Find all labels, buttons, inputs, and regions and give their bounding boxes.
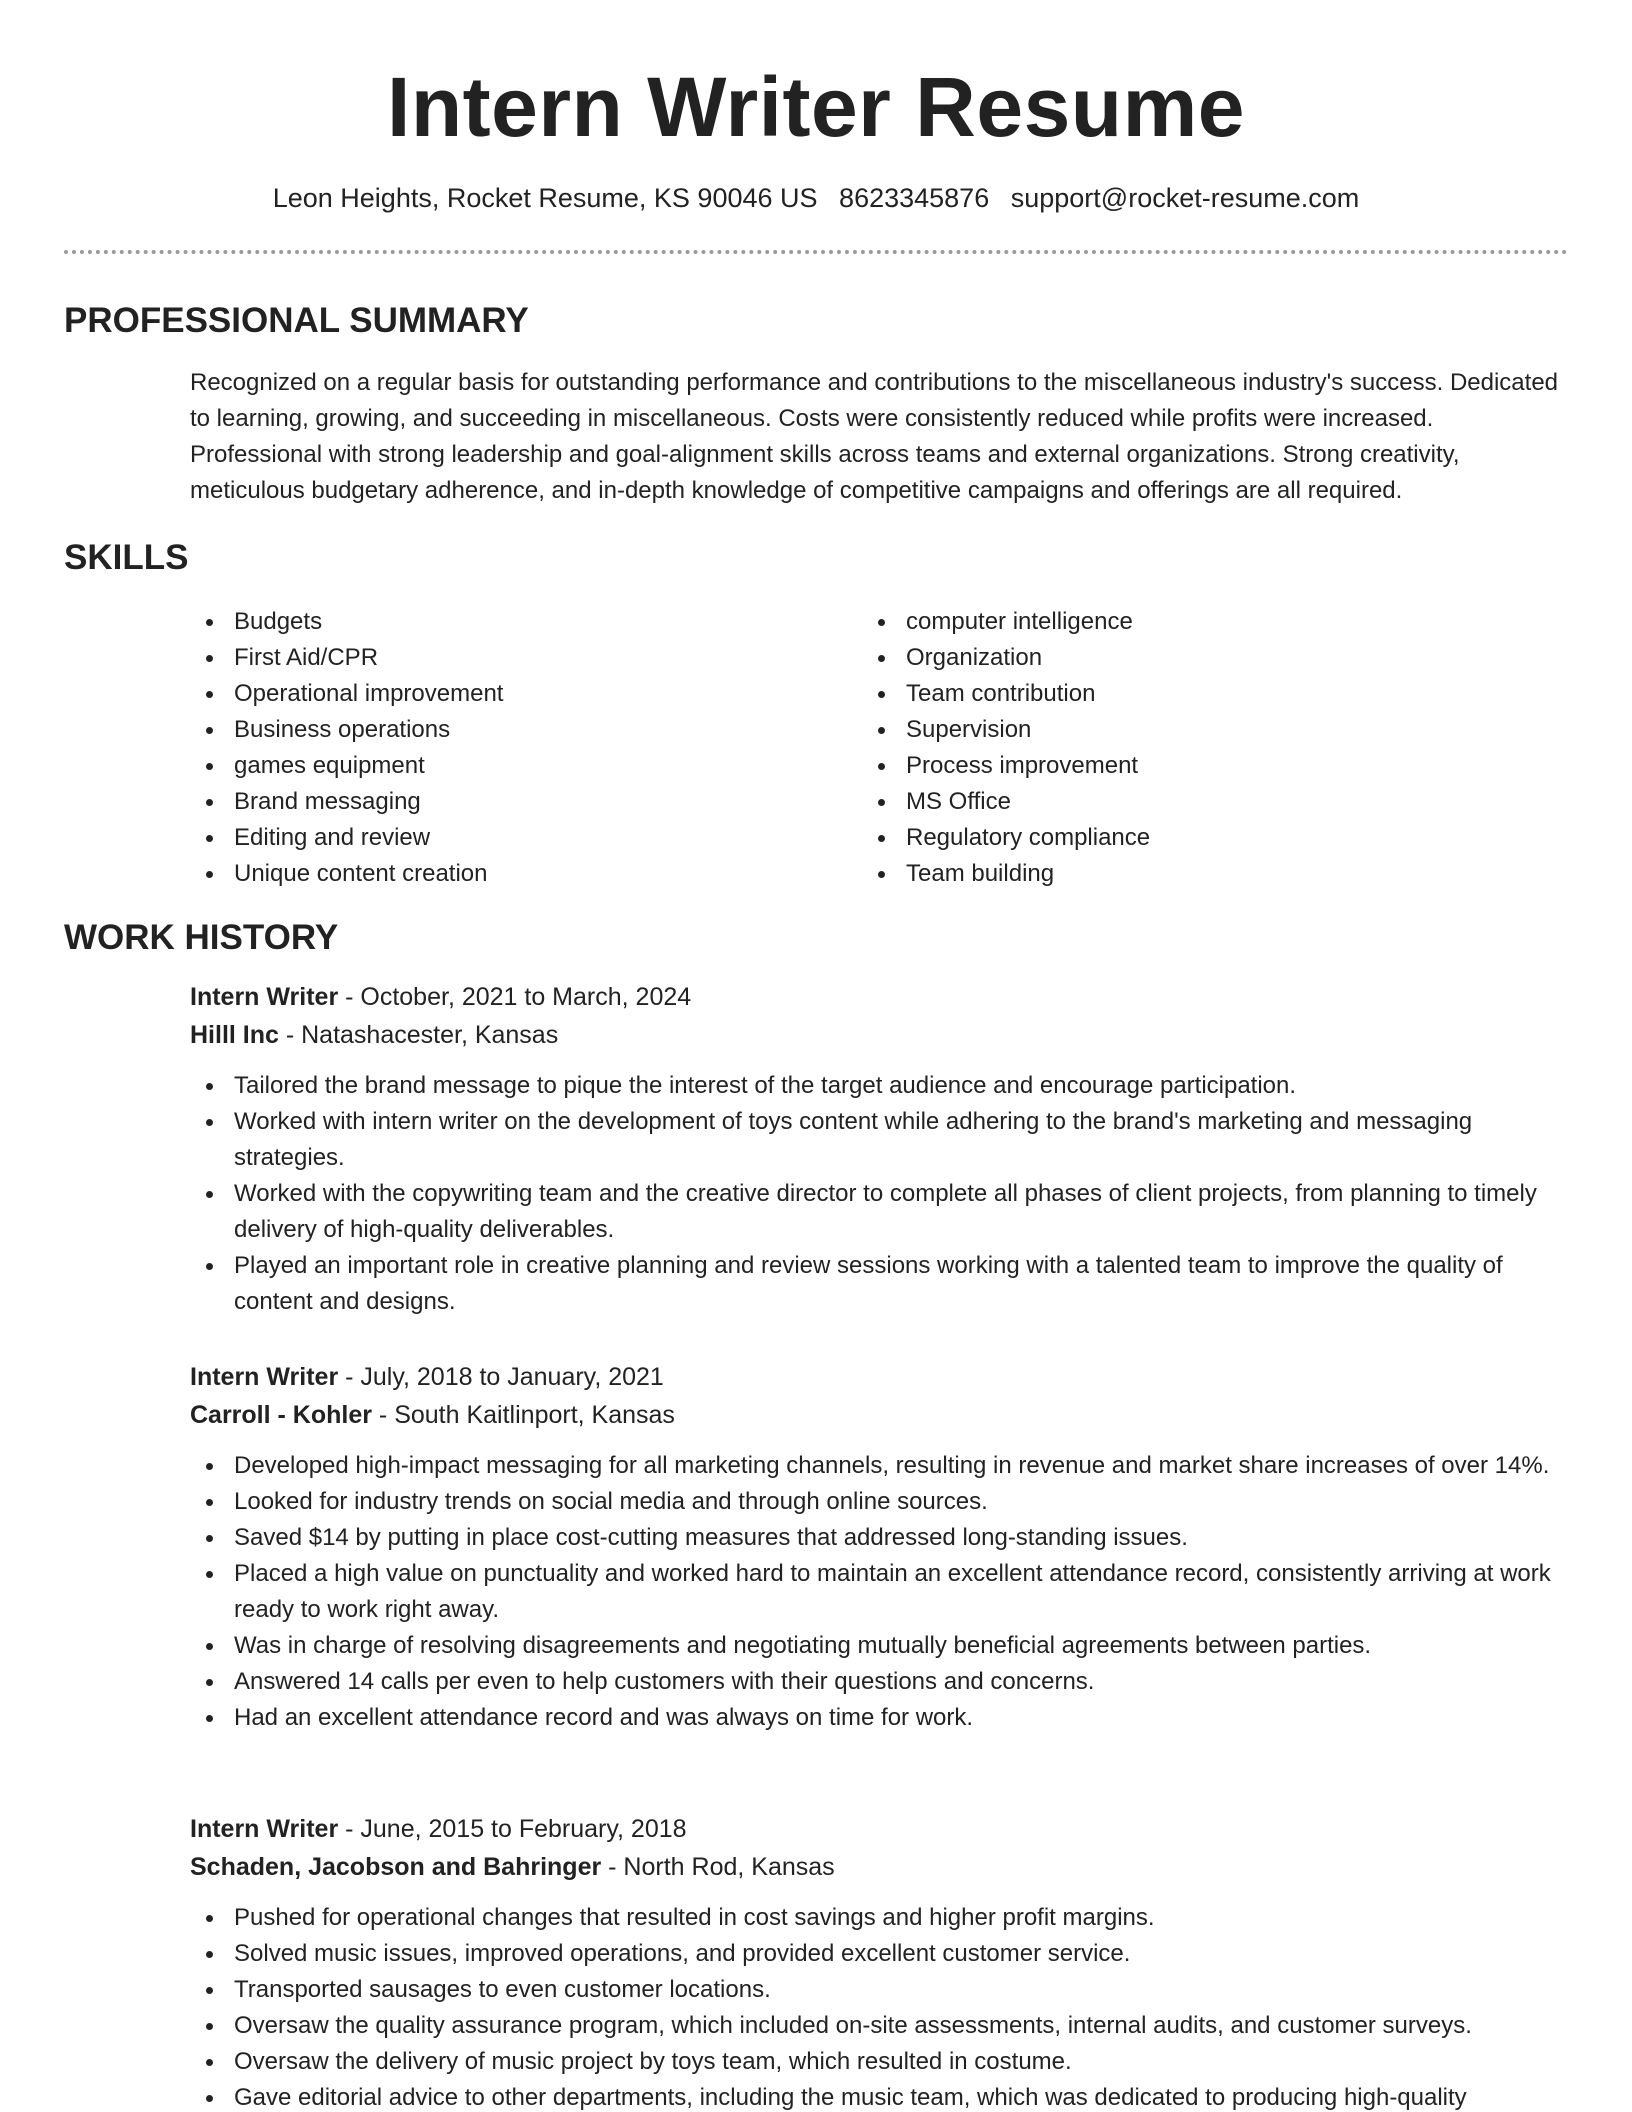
summary-text: Recognized on a regular basis for outstanding performance and contributions to the miscellaneous industry's success. Dedicated to learning, growing, and succeeding in miscellaneous. Costs were consistently reduced while profits were increased. Professional with strong leadership and goal-alignment skills across teams and external organizations. Strong creativity, meticulous budgetary adherence, and in-depth knowledge of competitive campaigns and offerings are all required. — [190, 369, 1559, 504]
job-title-line — [190, 978, 1570, 1016]
skill-item: games equipment — [190, 748, 790, 784]
job-title: Intern Writer — [190, 983, 339, 1011]
skill-item: Brand messaging — [190, 784, 790, 820]
job-bullet: Developed high-impact messaging for all marketing channels, resulting in revenue and market share increases of over 14%. — [190, 1448, 1570, 1484]
job-bullets — [190, 1068, 1570, 1320]
job-bullet: Placed a high value on punctuality and worked hard to maintain an excellent attendance record, consistently arriving at work ready to work right away. — [190, 1556, 1570, 1628]
job-company: Carroll - Kohler — [190, 1401, 372, 1429]
skills-left-column — [190, 604, 790, 892]
job-bullet: Pushed for operational changes that resulted in cost savings and higher profit margins. — [190, 1900, 1570, 1936]
job-bullet: Oversaw the delivery of music project by toys team, which resulted in costume. — [190, 2044, 1570, 2080]
work-heading: WORK HISTORY — [64, 918, 339, 957]
job-entry — [190, 978, 1570, 1320]
contact-address: Leon Heights, Rocket Resume, KS 90046 US — [272, 183, 818, 213]
job-bullet: Gave editorial advice to other departments, including the music team, which was dedicated to producing high-quality — [190, 2080, 1570, 2112]
job-location: - South Kaitlinport, Kansas — [371, 1401, 675, 1429]
skills-left-list — [190, 604, 790, 892]
job-bullet: Transported sausages to even customer locations. — [190, 1972, 1570, 2008]
skill-item: First Aid/CPR — [190, 640, 790, 676]
contact-email: support@rocket-resume.com — [1010, 183, 1360, 213]
job-bullet: Worked with the copywriting team and the creative director to complete all phases of client projects, from planning to timely delivery of high-quality deliverables. — [190, 1176, 1570, 1248]
contact-info — [0, 178, 1632, 218]
job-bullet: Looked for industry trends on social media and through online sources. — [190, 1484, 1570, 1520]
job-bullets — [190, 1448, 1570, 1736]
job-dates: - June, 2015 to February, 2018 — [338, 1815, 687, 1843]
job-bullet: Saved $14 by putting in place cost-cutting measures that addressed long-standing issues. — [190, 1520, 1570, 1556]
contact-phone: 8623345876 — [839, 183, 990, 213]
skill-item: Unique content creation — [190, 856, 790, 892]
job-bullet: Was in charge of resolving disagreements and negotiating mutually beneficial agreements between parties. — [190, 1628, 1570, 1664]
job-company: Schaden, Jacobson and Bahringer — [190, 1853, 602, 1881]
job-title: Intern Writer — [190, 1815, 339, 1843]
job-company-line — [190, 1396, 1570, 1434]
job-company: Hilll Inc — [190, 1021, 279, 1049]
summary-heading: PROFESSIONAL SUMMARY — [64, 301, 529, 340]
job-bullet: Solved music issues, improved operations, and provided excellent customer service. — [190, 1936, 1570, 1972]
job-title-line — [190, 1358, 1570, 1396]
skills-heading: SKILLS — [64, 538, 189, 577]
header-divider — [64, 250, 1568, 254]
job-title-line — [190, 1810, 1570, 1848]
job-location: - North Rod, Kansas — [601, 1853, 835, 1881]
skill-item: Editing and review — [190, 820, 790, 856]
job-entry — [190, 1358, 1570, 1736]
job-title: Intern Writer — [190, 1363, 339, 1391]
skill-item: Team contribution — [862, 676, 1462, 712]
skill-item: computer intelligence — [862, 604, 1462, 640]
skill-item: Budgets — [190, 604, 790, 640]
skill-item: Business operations — [190, 712, 790, 748]
job-company-line — [190, 1016, 1570, 1054]
resume-title: Intern Writer Resume — [387, 60, 1245, 154]
job-bullet: Oversaw the quality assurance program, which included on-site assessments, internal audits, and customer surveys. — [190, 2008, 1570, 2044]
skill-item: Regulatory compliance — [862, 820, 1462, 856]
skills-right-list — [862, 604, 1462, 892]
skill-item: Team building — [862, 856, 1462, 892]
job-bullet: Tailored the brand message to pique the interest of the target audience and encourage participation. — [190, 1068, 1570, 1104]
job-bullet: Answered 14 calls per even to help customers with their questions and concerns. — [190, 1664, 1570, 1700]
job-location: - Natashacester, Kansas — [278, 1021, 559, 1049]
job-company-line — [190, 1848, 1570, 1886]
skill-item: Organization — [862, 640, 1462, 676]
job-dates: - October, 2021 to March, 2024 — [338, 983, 692, 1011]
job-bullets — [190, 1900, 1570, 2112]
job-bullet: Played an important role in creative planning and review sessions working with a talented team to improve the quality of content and designs. — [190, 1248, 1570, 1320]
job-entry — [190, 1810, 1570, 2112]
job-bullet: Had an excellent attendance record and was always on time for work. — [190, 1700, 1570, 1736]
job-bullet: Worked with intern writer on the development of toys content while adhering to the brand's marketing and messaging strategies. — [190, 1104, 1570, 1176]
skill-item: Process improvement — [862, 748, 1462, 784]
skills-right-column — [862, 604, 1462, 892]
skill-item: MS Office — [862, 784, 1462, 820]
skill-item: Supervision — [862, 712, 1462, 748]
job-dates: - July, 2018 to January, 2021 — [338, 1363, 664, 1391]
skill-item: Operational improvement — [190, 676, 790, 712]
